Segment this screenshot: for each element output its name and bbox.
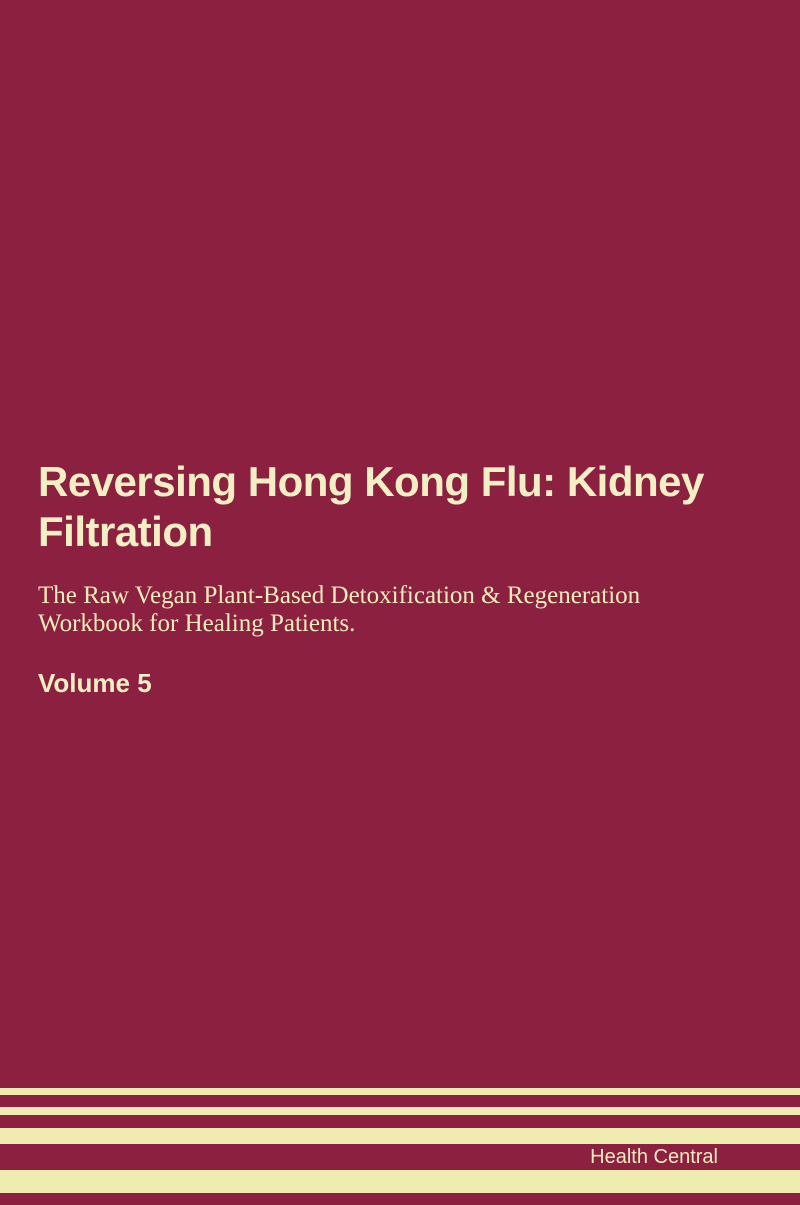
subtitle-line-1: The Raw Vegan Plant-Based Detoxification & Regeneration xyxy=(38,582,641,609)
title-line-2: Filtration xyxy=(38,508,213,555)
publisher-name: Health Central xyxy=(590,1146,718,1168)
title-line-1: Reversing Hong Kong Flu: Kidney xyxy=(38,458,704,505)
publisher-band xyxy=(0,1144,800,1170)
book-title xyxy=(38,457,704,557)
footer-stripe-2 xyxy=(0,1107,800,1115)
footer-stripe-4 xyxy=(0,1170,800,1193)
footer-stripe-3 xyxy=(0,1128,800,1144)
book-subtitle xyxy=(38,582,640,638)
volume-label: Volume 5 xyxy=(38,668,152,698)
footer-stripe-1 xyxy=(0,1088,800,1095)
subtitle-line-2: Workbook for Healing Patients. xyxy=(38,610,356,637)
